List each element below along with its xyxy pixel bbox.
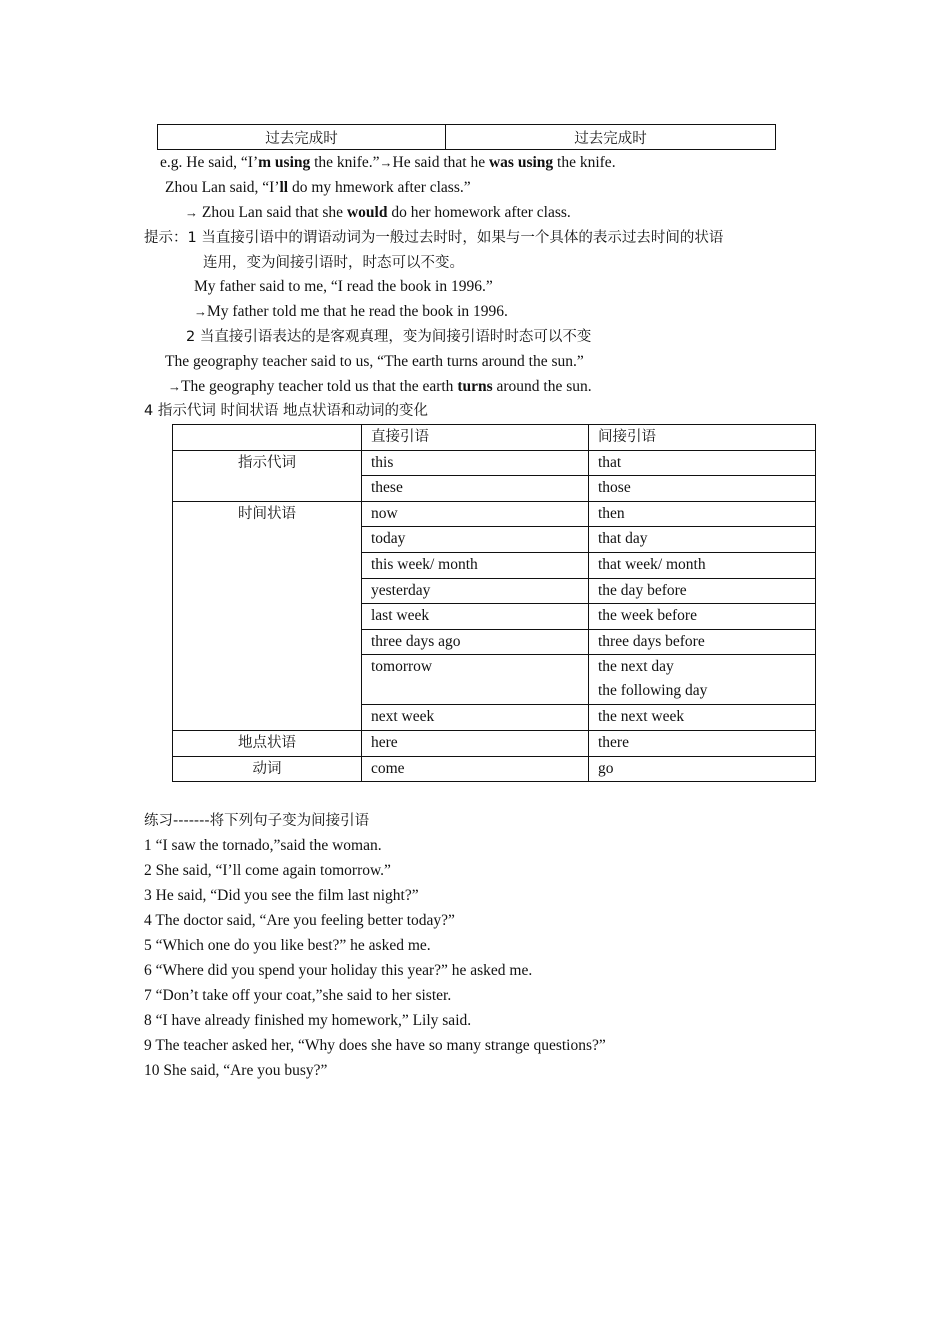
exercise-item: 7 “Don’t take off your coat,”she said to her sister. bbox=[144, 987, 452, 1004]
tense-cell-left: 过去完成时 bbox=[158, 125, 446, 150]
exercise-item: 4 The doctor said, “Are you feeling better today?” bbox=[144, 912, 455, 929]
indirect-cell: that week/ month bbox=[589, 552, 816, 578]
direct-cell: yesterday bbox=[362, 578, 589, 604]
table-row bbox=[173, 730, 816, 756]
indirect-cell: that bbox=[589, 450, 816, 476]
exercise-item: 5 “Which one do you like best?” he asked me. bbox=[144, 937, 431, 954]
category-place: 地点状语 bbox=[173, 730, 362, 756]
tense-table bbox=[157, 124, 776, 150]
tense-cell-right: 过去完成时 bbox=[446, 125, 776, 150]
arrow-icon: → bbox=[194, 304, 207, 319]
arrow-icon: → bbox=[168, 379, 181, 394]
tip-example-1: My father said to me, “I read the book in 1996.” bbox=[194, 278, 493, 295]
direct-cell: now bbox=[362, 501, 589, 527]
example-line-2-result: → Zhou Lan said that she would do her homework after class. bbox=[185, 204, 571, 221]
exercise-item: 8 “I have already finished my homework,” Lily said. bbox=[144, 1012, 472, 1029]
tip-line-3: 2 当直接引语表达的是客观真理，变为间接引语时时态可以不变 bbox=[186, 329, 592, 345]
exercise-item: 10 She said, “Are you busy?” bbox=[144, 1062, 328, 1079]
exercise-item: 2 She said, “I’ll come again tomorrow.” bbox=[144, 862, 391, 879]
example-line-1: e.g. He said, “I’m using the knife.”→He said that he was using the knife. bbox=[160, 154, 616, 171]
arrow-icon: → bbox=[379, 155, 393, 170]
header-indirect: 间接引语 bbox=[589, 425, 816, 451]
category-demonstrative: 指示代词 bbox=[173, 450, 362, 501]
header-direct: 直接引语 bbox=[362, 425, 589, 451]
arrow-icon: → bbox=[185, 205, 198, 220]
direct-cell: this bbox=[362, 450, 589, 476]
direct-cell: tomorrow bbox=[362, 655, 589, 705]
header-cell-empty bbox=[173, 425, 362, 451]
direct-cell: last week bbox=[362, 604, 589, 630]
table-row bbox=[173, 756, 816, 782]
category-time: 时间状语 bbox=[173, 501, 362, 730]
indirect-cell: three days before bbox=[589, 629, 816, 655]
category-verb: 动词 bbox=[173, 756, 362, 782]
direct-cell: these bbox=[362, 476, 589, 502]
table-header-row bbox=[173, 425, 816, 451]
indirect-cell: go bbox=[589, 756, 816, 782]
indirect-cell: the day before bbox=[589, 578, 816, 604]
tip-example-1-result: →My father told me that he read the book in 1996. bbox=[194, 303, 508, 320]
exercise-item: 6 “Where did you spend your holiday this year?” he asked me. bbox=[144, 962, 533, 979]
tip-label: 提示： bbox=[144, 230, 188, 246]
exercise-item: 9 The teacher asked her, “Why does she have so many strange questions?” bbox=[144, 1037, 606, 1054]
direct-cell: next week bbox=[362, 705, 589, 731]
indirect-cell: those bbox=[589, 476, 816, 502]
change-table bbox=[172, 424, 816, 782]
indirect-cell: the next day the following day bbox=[589, 655, 816, 705]
exercise-title: 练习-------将下列句子变为间接引语 bbox=[144, 813, 370, 829]
indirect-cell: there bbox=[589, 730, 816, 756]
tip-line-2: 连用，变为间接引语时，时态可以不变。 bbox=[203, 255, 464, 271]
tip-example-2-result: →The geography teacher told us that the earth turns around the sun. bbox=[168, 378, 592, 395]
indirect-cell: that day bbox=[589, 527, 816, 553]
tip-example-2: The geography teacher said to us, “The earth turns around the sun.” bbox=[165, 353, 584, 370]
example-line-2: Zhou Lan said, “I’ll do my hmework after class.” bbox=[165, 179, 471, 196]
indirect-cell: the week before bbox=[589, 604, 816, 630]
exercise-item: 3 He said, “Did you see the film last night?” bbox=[144, 887, 419, 904]
section-4-title: 4 指示代词 时间状语 地点状语和动词的变化 bbox=[144, 403, 429, 419]
tip-line-1: 提示：1 当直接引语中的谓语动词为一般过去时时，如果与一个具体的表示过去时间的状语 bbox=[144, 230, 724, 246]
indirect-cell: then bbox=[589, 501, 816, 527]
table-row bbox=[173, 450, 816, 476]
direct-cell: today bbox=[362, 527, 589, 553]
table-row bbox=[173, 501, 816, 527]
exercise-item: 1 “I saw the tornado,”said the woman. bbox=[144, 837, 382, 854]
direct-cell: here bbox=[362, 730, 589, 756]
direct-cell: this week/ month bbox=[362, 552, 589, 578]
indirect-cell: the next week bbox=[589, 705, 816, 731]
direct-cell: come bbox=[362, 756, 589, 782]
direct-cell: three days ago bbox=[362, 629, 589, 655]
